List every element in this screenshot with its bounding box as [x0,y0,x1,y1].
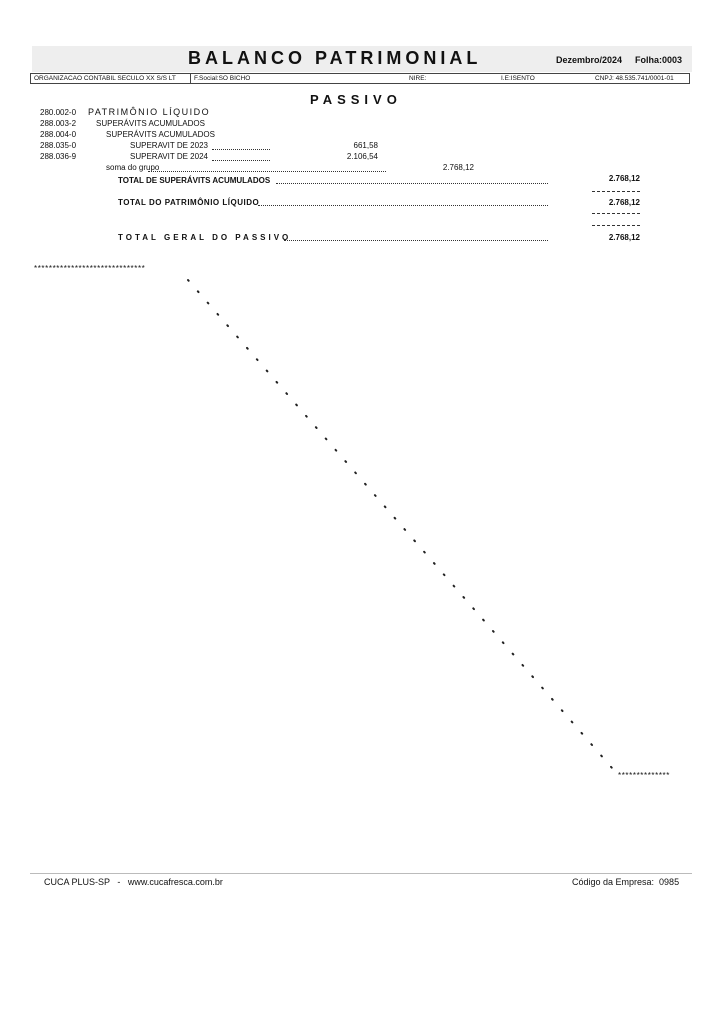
footer-left: CUCA PLUS-SP - www.cucafresca.com.br [44,877,223,887]
total-pl-value: 2.768,12 [608,198,640,207]
account-name: SUPERÁVITS ACUMULADOS [106,130,215,139]
group-sum-value: 2.768,12 [442,163,474,172]
fantasy-name: F.Social:SO BICHO [194,75,251,82]
period-label: Dezembro/2024 [556,55,623,65]
cancel-mark-top: ****************************** [34,264,146,273]
footer-rule [30,873,692,874]
total-superavits-label: TOTAL DE SUPERÁVITS ACUMULADOS [118,176,271,185]
account-name: PATRIMÔNIO LÍQUIDO [88,107,211,117]
account-code: 288.004-0 [40,130,77,139]
section-title: PASSIVO [310,92,402,107]
cancel-mark-bottom: ************** [618,771,670,780]
account-name: SUPERAVIT DE 2023 [130,141,208,150]
nire-label: NIRE: [409,75,427,82]
group-sum-label: soma do grupo [106,163,160,172]
ie-label: I.E:ISENTO [501,75,535,82]
account-code: 280.002-0 [40,108,77,117]
cnpj-label: CNPJ: 48.535.741/0001-01 [595,75,674,82]
account-code: 288.003-2 [40,119,77,128]
account-code: 288.035-0 [40,141,77,150]
page-title: BALANCO PATRIMONIAL [188,48,482,68]
total-passivo-value: 2.768,12 [608,233,640,242]
account-code: 288.036-9 [40,152,77,161]
account-name: SUPERAVIT DE 2024 [130,152,208,161]
total-pl-label: TOTAL DO PATRIMÔNIO LÍQUIDO [118,198,260,207]
company-name: ORGANIZACAO CONTABIL SECULO XX S/S LT [34,75,176,82]
account-name: SUPERÁVITS ACUMULADOS [96,119,205,128]
account-value: 661,58 [353,141,378,150]
total-passivo-label: TOTAL GERAL DO PASSIVO [118,233,292,242]
folha-label: Folha:0003 [635,55,683,65]
account-value: 2.106,54 [346,152,378,161]
footer-right: Código da Empresa: 0985 [572,877,680,887]
total-superavits-value: 2.768,12 [608,174,640,183]
